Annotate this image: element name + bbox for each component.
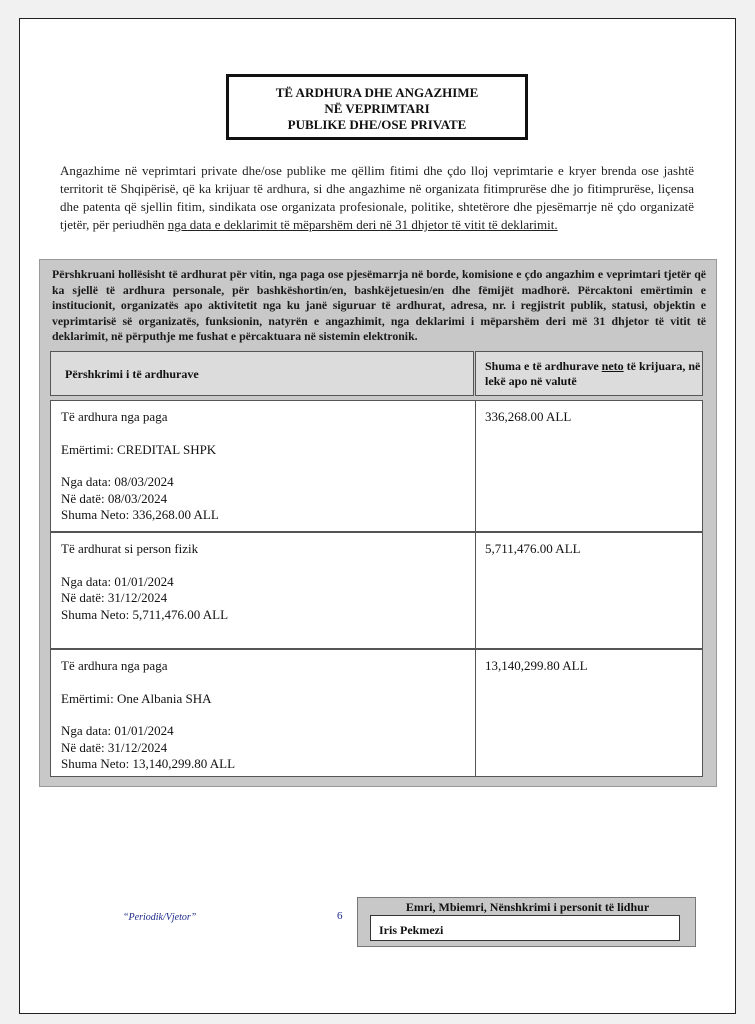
employer-name: Emërtimi: One Albania SHA bbox=[61, 690, 212, 706]
table-row bbox=[50, 532, 703, 649]
net-amount-text: Shuma Neto: 5,711,476.00 ALL bbox=[61, 606, 229, 622]
income-description-cell bbox=[51, 533, 476, 648]
income-amount-cell: 5,711,476.00 ALL bbox=[485, 541, 581, 556]
intro-text: Angazhime në veprimtari private dhe/ose publike me qëllim fitimi dhe çdo lloj veprimtarie e kryer brenda ose jashtë territorit të Shqipërisë, që ka krijuar të ardhura, si dhe angazhime në organizata fitimprurëse dhe jo fitimprurëse, liçensa dhe patenta që sjellin fitim, sindikata ose organizata profesionale, politike, shtetërore dhe pjesëmarrje në çdo organizatë tjetër, për periudhën bbox=[60, 163, 694, 232]
income-amount-cell: 13,140,299.80 ALL bbox=[485, 658, 588, 673]
income-type: Të ardhura nga paga bbox=[61, 658, 168, 673]
table-row bbox=[50, 400, 703, 532]
header-net-amount bbox=[475, 351, 703, 396]
title-line-3: PUBLIKE DHE/OSE PRIVATE bbox=[287, 117, 467, 132]
header-net-underlined: neto bbox=[601, 359, 624, 373]
income-type: Të ardhurat si person fizik bbox=[61, 541, 199, 556]
date-from: Nga data: 01/01/2024 bbox=[61, 573, 174, 589]
signature-title: Emri, Mbiemri, Nënshkrimi i personit të lidhur bbox=[405, 900, 650, 914]
title-line-1: TË ARDHURA DHE ANGAZHIME bbox=[275, 85, 479, 100]
income-description-cell bbox=[51, 401, 476, 531]
document-title bbox=[226, 74, 528, 140]
date-to: Në datë: 31/12/2024 bbox=[61, 590, 168, 605]
document-page bbox=[19, 18, 736, 1014]
header-net-post: të krijuara, në lekë apo në valutë bbox=[485, 359, 701, 388]
signature-box bbox=[357, 897, 696, 947]
table-row bbox=[50, 649, 703, 777]
period-label: “Periodik/Vjetor” bbox=[123, 912, 197, 923]
net-amount-text: Shuma Neto: 13,140,299.80 ALL bbox=[61, 756, 236, 771]
date-to: Në datë: 08/03/2024 bbox=[61, 490, 168, 506]
income-type: Të ardhura nga paga bbox=[61, 409, 168, 424]
date-to: Në datë: 31/12/2024 bbox=[61, 739, 168, 755]
header-description: Përshkrimi i të ardhurave bbox=[50, 351, 474, 396]
income-section bbox=[39, 259, 717, 787]
date-from: Nga data: 08/03/2024 bbox=[61, 474, 174, 489]
header-net-pre: Shuma e të ardhurave bbox=[485, 359, 602, 373]
income-description-cell bbox=[51, 650, 476, 776]
signature-name-field: Iris Pekmezi bbox=[370, 915, 680, 941]
date-from: Nga data: 01/01/2024 bbox=[61, 723, 174, 738]
section-instructions: Përshkruani hollësisht të ardhurat për vitin, nga paga ose pjesëmarrja në borde, komisione e çdo angazhim e veprimtari tjetër që ka sjellë të ardhura personale, për bashkëshortin/en, bashkëjetuesin/en dhe fëmijët madhorë. Përcaktoni emërtimin e institucionit, organizatës apo aktivitetit nga ku janë siguruar të ardhurat, adresa, nr. i regjistrit publik, statusi, objektin e veprimtarisë së organizatës, funksionin, natyrën e angazhimit, nga deklarimi i mëparshëm deri më 31 dhjetor të vitit të deklarimit, në përputhje me fushat e përcaktuara në sistemin elektronik. bbox=[52, 267, 706, 343]
net-amount-text: Shuma Neto: 336,268.00 ALL bbox=[61, 507, 219, 522]
intro-paragraph bbox=[60, 162, 694, 234]
title-line-2: NË VEPRIMTARI bbox=[324, 101, 430, 116]
income-amount-cell: 336,268.00 ALL bbox=[485, 409, 572, 424]
page-number: 6 bbox=[337, 910, 343, 922]
employer-name: Emërtimi: CREDITAL SHPK bbox=[61, 441, 217, 457]
intro-underlined-period: nga data e deklarimit të mëparshëm deri në 31 dhjetor të vitit të deklarimit. bbox=[167, 217, 558, 232]
